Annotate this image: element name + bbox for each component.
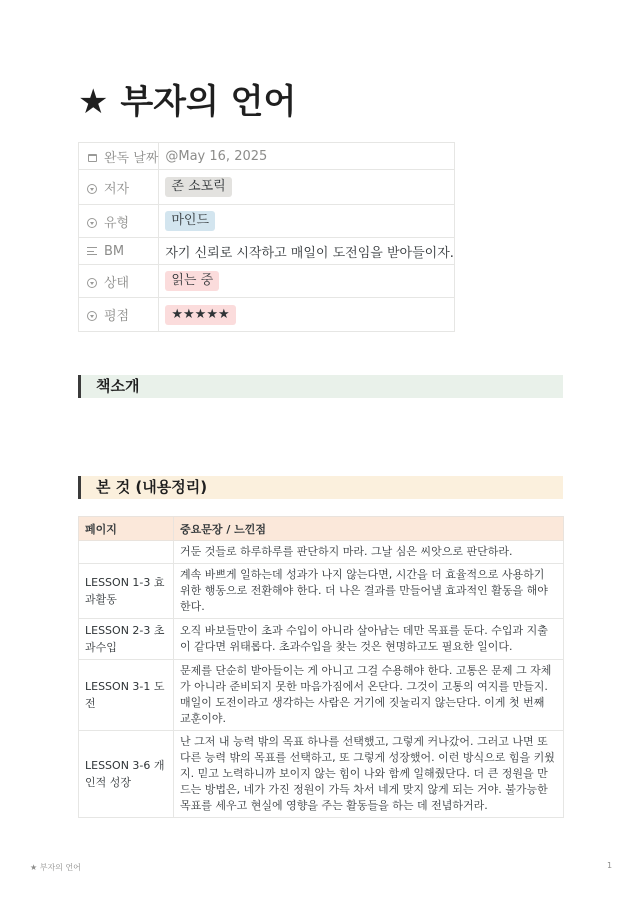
- property-value: @May 16, 2025: [165, 148, 268, 164]
- property-row: [79, 298, 455, 332]
- property-row: [79, 205, 455, 238]
- text-icon: [87, 247, 97, 255]
- select-icon: [87, 184, 97, 194]
- property-tag: 읽는 중: [165, 271, 219, 291]
- notes-page-cell: LESSON 3-6 개인적 성장: [79, 731, 174, 818]
- section-heading-intro: 책소개: [78, 375, 563, 398]
- property-key: [79, 143, 159, 170]
- section-heading-notes: 본 것 (내용정리): [78, 476, 563, 499]
- property-tag: 존 소포릭: [165, 177, 231, 197]
- notes-row: [79, 541, 564, 564]
- property-row: [79, 143, 455, 170]
- notes-page-cell: LESSON 3-1 도전: [79, 660, 174, 731]
- property-row: [79, 238, 455, 265]
- property-value-cell[interactable]: [159, 170, 455, 205]
- property-key: [79, 205, 159, 238]
- notes-page-cell: [79, 541, 174, 564]
- notes-row: [79, 564, 564, 619]
- property-key-label: 완독 날짜: [104, 150, 159, 166]
- property-value-cell[interactable]: [159, 298, 455, 332]
- calendar-icon: [88, 154, 97, 162]
- notes-text-cell: 난 그저 내 능력 밖의 목표 하나를 선택했고, 그렇게 커나갔어. 그러고 나면 또 다른 능력 밖의 목표를 선택하고, 또 그렇게 성장했어. 이런 방식으로 힘을 키웠지. 믿고 노력하니까 보이지 않는 힘이 나와 함께 일해줬단다. 더 큰 정원을 만드는 방법은, 네가 가진 정원이 가득 차서 네게 맞지 않게 되는 거야. 불가능한 목표를 세우고 현실에 영향을 주는 활동들을 하는 데 전념하거라.: [174, 731, 564, 818]
- page-title: ★ 부자의 언어: [78, 82, 297, 122]
- notes-row: [79, 660, 564, 731]
- notes-header-note: 중요문장 / 느낀점: [174, 517, 564, 541]
- notes-page-cell: LESSON 1-3 효과활동: [79, 564, 174, 619]
- properties-table: [78, 142, 455, 332]
- property-tag: 마인드: [165, 211, 215, 231]
- property-value-cell[interactable]: [159, 205, 455, 238]
- footer-page-number: 1: [607, 861, 613, 870]
- select-icon: [87, 311, 97, 321]
- property-key-label: 저자: [104, 181, 130, 197]
- notes-row: [79, 731, 564, 818]
- property-tag: ★★★★★: [165, 305, 235, 325]
- property-row: [79, 170, 455, 205]
- notes-text-cell: 거둔 것들로 하루하루를 판단하지 마라. 그날 심은 씨앗으로 판단하라.: [174, 541, 564, 564]
- notes-table: [78, 516, 564, 818]
- select-icon: [87, 218, 97, 228]
- property-value-cell[interactable]: [159, 265, 455, 298]
- property-value: 자기 신뢰로 시작하고 매일이 도전임을 받아들이자.: [165, 245, 454, 261]
- notes-row: [79, 619, 564, 660]
- notes-text-cell: 오직 바보들만이 초과 수입이 아니라 살아남는 데만 목표를 둔다. 수입과 지출이 같다면 위태롭다. 초과수입을 찾는 것은 현명하고도 필요한 일이다.: [174, 619, 564, 660]
- property-key: [79, 265, 159, 298]
- notes-text-cell: 문제를 단순히 받아들이는 게 아니고 그걸 수용해야 한다. 고통은 문제 그 자체가 아니라 준비되지 못한 마음가짐에서 온단다. 그것이 고통의 여지를 만들지. 매일이 도전이라고 생각하는 사람은 거기에 짓눌리지 않는단다. 이게 첫 번째 교훈이야.: [174, 660, 564, 731]
- property-value-cell[interactable]: [159, 238, 455, 265]
- notes-header-page: 페이지: [79, 517, 174, 541]
- property-row: [79, 265, 455, 298]
- property-key-label: 평점: [104, 309, 130, 324]
- property-key: [79, 298, 159, 332]
- select-icon: [87, 278, 97, 288]
- property-value-cell[interactable]: [159, 143, 455, 170]
- property-key-label: BM: [104, 243, 125, 259]
- notes-text-cell: 계속 바쁘게 일하는데 성과가 나지 않는다면, 시간을 더 효율적으로 사용하기 위한 행동으로 전환해야 한다. 더 나은 결과를 만들어낼 효과적인 활동을 해야 한다.: [174, 564, 564, 619]
- property-key-label: 유형: [104, 215, 130, 231]
- property-key: [79, 170, 159, 205]
- notes-page-cell: LESSON 2-3 초과수입: [79, 619, 174, 660]
- footer-title: ★ 부자의 언어: [30, 863, 81, 872]
- property-key: [79, 238, 159, 265]
- property-key-label: 상태: [104, 275, 130, 291]
